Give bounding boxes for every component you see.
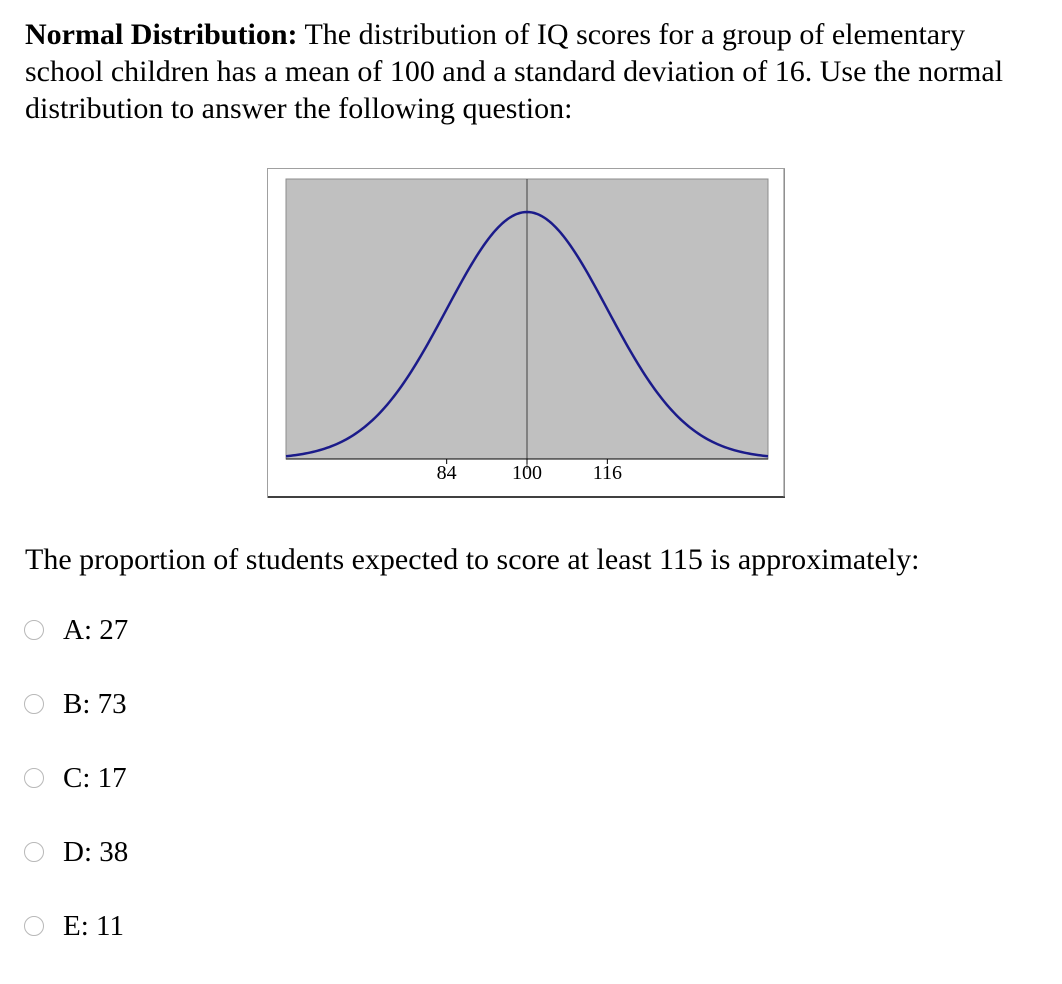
problem-statement — [25, 16, 1045, 127]
normal-distribution-chart — [267, 168, 785, 498]
choice-b[interactable] — [24, 684, 324, 724]
radio-icon[interactable] — [24, 916, 44, 936]
radio-icon[interactable] — [24, 694, 44, 714]
problem-heading: Normal Distribution: — [25, 18, 298, 51]
x-tick-label-84: 84 — [436, 462, 457, 484]
radio-icon[interactable] — [24, 768, 44, 788]
choice-a-label: A: 27 — [63, 614, 129, 646]
choice-e-label: E: 11 — [63, 910, 124, 942]
x-tick-label-116: 116 — [592, 462, 622, 484]
radio-icon[interactable] — [24, 842, 44, 862]
choice-e[interactable] — [24, 906, 324, 946]
choice-b-label: B: 73 — [63, 688, 127, 720]
choice-c-label: C: 17 — [63, 762, 127, 794]
choice-c[interactable] — [24, 758, 324, 798]
choice-a[interactable] — [24, 610, 324, 650]
chart-svg — [267, 168, 785, 498]
problem-text: The distribution of IQ scores for a group of elementary school children has a mean of 100 and a standard deviation of 16. Use the normal distribution to answer the following question: — [25, 18, 1004, 125]
choice-d-label: D: 38 — [63, 836, 129, 868]
radio-icon[interactable] — [24, 620, 44, 640]
x-tick-label-100: 100 — [512, 462, 542, 484]
choice-d[interactable] — [24, 832, 324, 872]
question-text: The proportion of students expected to score at least 115 is approximately: — [25, 543, 920, 576]
